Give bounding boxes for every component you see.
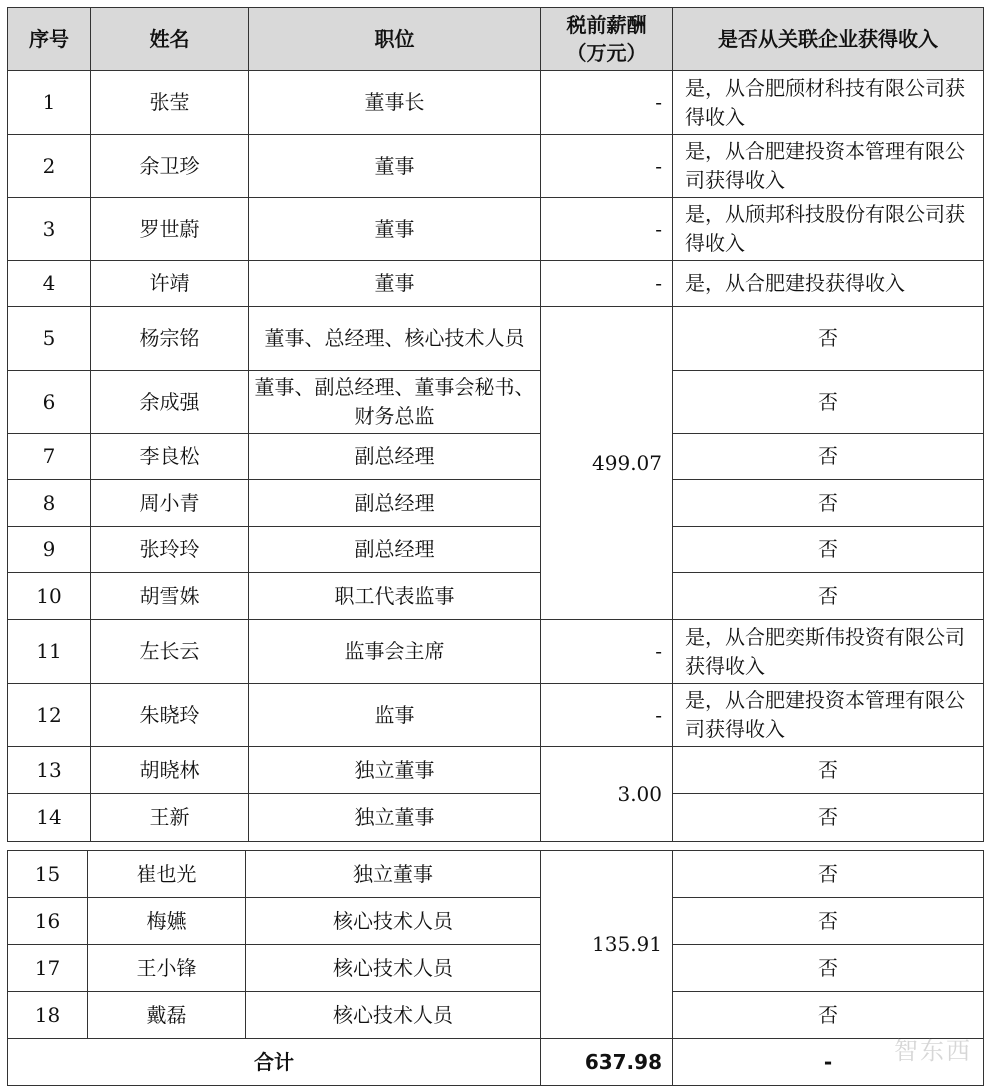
- header-salary-line1: 税前薪酬: [566, 13, 647, 37]
- cell-name: 罗世蔚: [91, 198, 249, 261]
- cell-no: 11: [8, 620, 91, 684]
- cell-salary: -: [541, 135, 673, 198]
- total-salary: 637.98: [541, 1039, 673, 1086]
- cell-related: 是，从合肥建投资本管理有限公司获得收入: [673, 684, 984, 747]
- table-header-row: [8, 8, 984, 71]
- cell-no: 18: [8, 992, 88, 1039]
- cell-position: 核心技术人员: [246, 945, 541, 992]
- table-row: [8, 198, 984, 261]
- table-row: [8, 851, 984, 898]
- cell-position: 独立董事: [249, 747, 541, 794]
- cell-salary: -: [541, 261, 673, 307]
- cell-related: 是，从颀邦科技股份有限公司获得收入: [673, 198, 984, 261]
- table-row: [8, 794, 984, 842]
- header-position: 职位: [249, 8, 541, 71]
- cell-name: 余成强: [91, 371, 249, 434]
- cell-position: 核心技术人员: [246, 898, 541, 945]
- cell-related: 是，从合肥建投资本管理有限公司获得收入: [673, 135, 984, 198]
- table-row: [8, 307, 984, 371]
- cell-no: 17: [8, 945, 88, 992]
- table-row: [8, 573, 984, 620]
- total-label: 合计: [8, 1039, 541, 1086]
- table-row: [8, 992, 984, 1039]
- cell-salary-merged: 3.00: [541, 747, 673, 842]
- cell-position: 副总经理: [249, 434, 541, 480]
- cell-no: 8: [8, 480, 91, 527]
- cell-related: 否: [673, 945, 984, 992]
- header-salary: [541, 8, 673, 71]
- cell-related: 是，从合肥颀材科技有限公司获得收入: [673, 71, 984, 135]
- cell-related: 否: [673, 794, 984, 842]
- cell-salary: -: [541, 198, 673, 261]
- cell-position: 董事长: [249, 71, 541, 135]
- table-row: [8, 434, 984, 480]
- cell-related: 否: [673, 898, 984, 945]
- cell-name: 朱晓玲: [91, 684, 249, 747]
- cell-position: 核心技术人员: [246, 992, 541, 1039]
- table-row: [8, 371, 984, 434]
- cell-name: 王小锋: [88, 945, 246, 992]
- cell-related: 否: [673, 747, 984, 794]
- cell-name: 王新: [91, 794, 249, 842]
- table-row: [8, 480, 984, 527]
- cell-position: 董事: [249, 261, 541, 307]
- table-row: [8, 898, 984, 945]
- table-row: [8, 527, 984, 573]
- table-row: [8, 945, 984, 992]
- total-related: -: [673, 1039, 984, 1086]
- header-salary-line2: （万元）: [566, 41, 647, 65]
- cell-name: 胡晓林: [91, 747, 249, 794]
- total-row: [8, 1039, 984, 1086]
- cell-name: 左长云: [91, 620, 249, 684]
- cell-name: 余卫珍: [91, 135, 249, 198]
- cell-related: 否: [673, 992, 984, 1039]
- cell-name: 李良松: [91, 434, 249, 480]
- cell-related: 否: [673, 851, 984, 898]
- header-name: 姓名: [91, 8, 249, 71]
- table-row: [8, 684, 984, 747]
- cell-related: 否: [673, 480, 984, 527]
- cell-related: 否: [673, 527, 984, 573]
- table-row: [8, 261, 984, 307]
- cell-related: 是，从合肥奕斯伟投资有限公司获得收入: [673, 620, 984, 684]
- cell-position: 监事: [249, 684, 541, 747]
- cell-position: 董事、副总经理、董事会秘书、财务总监: [249, 371, 541, 434]
- cell-no: 1: [8, 71, 91, 135]
- cell-no: 4: [8, 261, 91, 307]
- cell-no: 14: [8, 794, 91, 842]
- cell-position: 副总经理: [249, 527, 541, 573]
- cell-name: 戴磊: [88, 992, 246, 1039]
- cell-name: 周小青: [91, 480, 249, 527]
- cell-position: 职工代表监事: [249, 573, 541, 620]
- salary-table-top: [7, 7, 984, 842]
- cell-no: 5: [8, 307, 91, 371]
- cell-name: 崔也光: [88, 851, 246, 898]
- watermark-logo: 智东西: [894, 1037, 972, 1065]
- cell-no: 3: [8, 198, 91, 261]
- cell-position: 董事、总经理、核心技术人员: [249, 307, 541, 371]
- table-row: [8, 620, 984, 684]
- cell-salary-merged: 499.07: [541, 307, 673, 620]
- table-row: [8, 71, 984, 135]
- cell-salary-merged: 135.91: [541, 851, 673, 1039]
- cell-no: 12: [8, 684, 91, 747]
- cell-name: 张莹: [91, 71, 249, 135]
- cell-no: 15: [8, 851, 88, 898]
- salary-table-bottom: [7, 850, 984, 1086]
- cell-no: 2: [8, 135, 91, 198]
- cell-no: 6: [8, 371, 91, 434]
- cell-related: 否: [673, 434, 984, 480]
- cell-position: 监事会主席: [249, 620, 541, 684]
- cell-salary: -: [541, 71, 673, 135]
- cell-position: 董事: [249, 135, 541, 198]
- cell-no: 16: [8, 898, 88, 945]
- cell-related: 否: [673, 573, 984, 620]
- cell-salary: -: [541, 620, 673, 684]
- cell-no: 7: [8, 434, 91, 480]
- cell-related: 否: [673, 371, 984, 434]
- cell-name: 张玲玲: [91, 527, 249, 573]
- cell-no: 9: [8, 527, 91, 573]
- cell-position: 独立董事: [249, 794, 541, 842]
- cell-position: 董事: [249, 198, 541, 261]
- header-related: 是否从关联企业获得收入: [673, 8, 984, 71]
- cell-position: 副总经理: [249, 480, 541, 527]
- table-row: [8, 135, 984, 198]
- cell-related: 否: [673, 307, 984, 371]
- cell-name: 许靖: [91, 261, 249, 307]
- cell-name: 胡雪姝: [91, 573, 249, 620]
- cell-no: 10: [8, 573, 91, 620]
- cell-no: 13: [8, 747, 91, 794]
- cell-salary: -: [541, 684, 673, 747]
- table-row: [8, 747, 984, 794]
- header-no: 序号: [8, 8, 91, 71]
- cell-related: 是，从合肥建投获得收入: [673, 261, 984, 307]
- cell-name: 梅嬿: [88, 898, 246, 945]
- cell-position: 独立董事: [246, 851, 541, 898]
- cell-name: 杨宗铭: [91, 307, 249, 371]
